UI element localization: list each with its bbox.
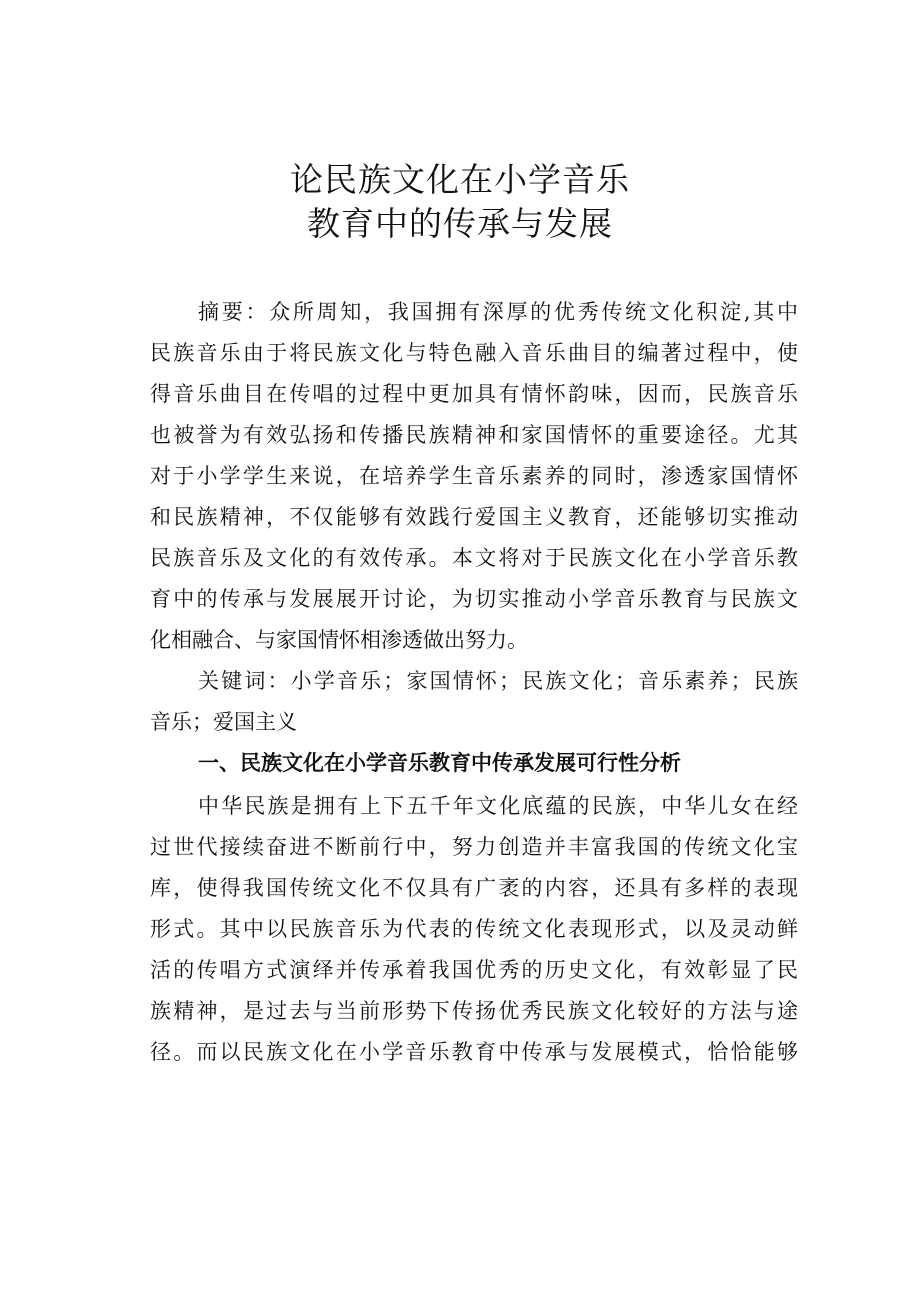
abstract-line: 民族音乐由于将民族文化与特色融入音乐曲目的编著过程中，使 xyxy=(150,341,798,365)
abstract-line: 得音乐曲目在传唱的过程中更加具有情怀韵味，因而，民族音乐 xyxy=(150,382,798,406)
abstract-line: 对于小学学生来说，在培养学生音乐素养的同时，渗透家国情怀 xyxy=(150,464,798,488)
keywords-line: 音乐；爱国主义 xyxy=(150,710,297,734)
abstract-line: 民族音乐及文化的有效传承。本文将对于民族文化在小学音乐教 xyxy=(150,546,798,570)
body-line: 活的传唱方式演绎并传承着我国优秀的历史文化，有效彰显了民 xyxy=(150,958,798,982)
abstract-line: 育中的传承与发展展开讨论，为切实推动小学音乐教育与民族文 xyxy=(150,587,798,611)
section-heading: 一、民族文化在小学音乐教育中传承发展可行性分析 xyxy=(198,751,681,775)
body-line: 库，使得我国传统文化不仅具有广袤的内容，还具有多样的表现 xyxy=(150,876,798,900)
abstract-line: 也被誉为有效弘扬和传播民族精神和家国情怀的重要途径。尤其 xyxy=(150,423,798,447)
abstract-line: 和民族精神，不仅能够有效践行爱国主义教育，还能够切实推动 xyxy=(150,505,798,529)
body-line: 过世代接续奋进不断前行中，努力创造并丰富我国的传统文化宝 xyxy=(150,835,798,859)
abstract-line: 化相融合、与家国情怀相渗透做出努力。 xyxy=(150,628,528,652)
document-title-line-1: 论民族文化在小学音乐 xyxy=(290,160,630,199)
abstract-line: 摘要：众所周知，我国拥有深厚的优秀传统文化积淀,其中 xyxy=(198,300,798,324)
document-title-line-2: 教育中的传承与发展 xyxy=(307,204,613,243)
body-line: 径。而以民族文化在小学音乐教育中传承与发展模式，恰恰能够 xyxy=(150,1040,798,1064)
keywords-line: 关键词：小学音乐；家国情怀；民族文化；音乐素养；民族 xyxy=(198,669,798,693)
body-line: 中华民族是拥有上下五千年文化底蕴的民族，中华儿女在经 xyxy=(198,794,798,818)
body-line: 形式。其中以民族音乐为代表的传统文化表现形式，以及灵动鲜 xyxy=(150,917,798,941)
body-line: 族精神，是过去与当前形势下传扬优秀民族文化较好的方法与途 xyxy=(150,999,798,1023)
